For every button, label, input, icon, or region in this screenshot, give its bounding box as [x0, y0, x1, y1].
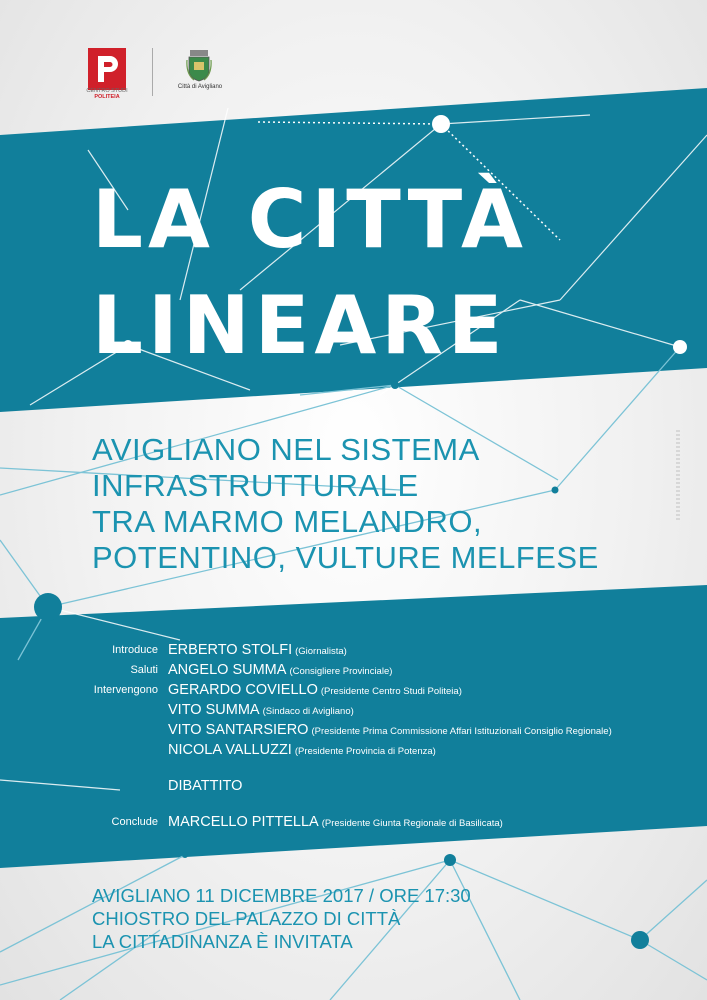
debate-label: DIBATTITO: [168, 778, 243, 794]
speaker-name: ANGELO SUMMA: [168, 662, 287, 678]
speaker-desc: (Sindaco di Avigliano): [262, 706, 354, 717]
speaker-name-container: [168, 778, 245, 794]
speaker-row: [0, 742, 707, 762]
speaker-row: [0, 702, 707, 722]
speaker-role: Saluti: [130, 664, 158, 676]
subtitle-line2: INFRASTRUTTURALE: [92, 468, 419, 503]
speaker-desc: (Presidente Giunta Regionale di Basilicata): [321, 818, 503, 829]
poster-subtitle: [92, 432, 599, 576]
speaker-desc: (Consigliere Provinciale): [289, 666, 393, 677]
speaker-name-container: [168, 814, 503, 830]
coat-of-arms-icon: [186, 50, 212, 82]
subtitle-line3: TRA MARMO MELANDRO,: [92, 504, 483, 539]
speaker-name-container: [168, 642, 347, 658]
poster-title-line2: LINEARE: [92, 279, 508, 372]
politeia-caption: [84, 88, 130, 100]
speaker-role: Introduce: [112, 644, 158, 656]
speaker-name-container: [168, 742, 436, 758]
speaker-desc: (Presidente Prima Commissione Affari Istituzionali Consiglio Regionale): [311, 726, 612, 737]
speaker-name: NICOLA VALLUZZI: [168, 742, 292, 758]
speaker-name-container: [168, 702, 354, 718]
speaker-name-container: [168, 682, 462, 698]
speaker-desc: (Presidente Centro Studi Politeia): [320, 686, 462, 697]
debate-row: [0, 778, 707, 798]
subtitle-line1: AVIGLIANO NEL SISTEMA: [92, 432, 480, 467]
subtitle-line4: POTENTINO, VULTURE MELFESE: [92, 540, 599, 575]
event-invitation: LA CITTADINANZA È INVITATA: [92, 931, 353, 952]
logo-divider: [152, 48, 153, 96]
speaker-name: GERARDO COVIELLO: [168, 682, 318, 698]
event-date-time: AVIGLIANO 11 DICEMBRE 2017 / ORE 17:30: [92, 885, 471, 906]
speaker-row: [0, 722, 707, 742]
speaker-name-container: [168, 722, 612, 738]
speaker-name: ERBERTO STOLFI: [168, 642, 293, 658]
vertical-fine-print: [676, 430, 680, 520]
speaker-desc: (Presidente Provincia di Potenza): [294, 746, 436, 757]
speaker-name: MARCELLO PITTELLA: [168, 814, 319, 830]
speaker-desc: (Giornalista): [295, 646, 347, 657]
politeia-logo-icon: [88, 48, 126, 90]
politeia-caption-line1: CENTRO STUDI: [86, 88, 128, 94]
speaker-name: VITO SUMMA: [168, 702, 260, 718]
speaker-role: Conclude: [111, 816, 158, 828]
crest-caption: Città di Avigliano: [177, 84, 223, 90]
speaker-name: VITO SANTARSIERO: [168, 722, 309, 738]
speaker-role: Intervengono: [93, 684, 158, 696]
politeia-caption-line2: POLITEIA: [94, 94, 120, 100]
speaker-row: [0, 642, 707, 662]
speaker-row: [0, 814, 707, 834]
poster-title-line1: LA CITTÀ: [92, 173, 528, 266]
speaker-row: [0, 682, 707, 702]
event-details: [92, 884, 471, 953]
event-venue: CHIOSTRO DEL PALAZZO DI CITTÀ: [92, 908, 401, 929]
speaker-row: [0, 662, 707, 682]
speaker-name-container: [168, 662, 392, 678]
